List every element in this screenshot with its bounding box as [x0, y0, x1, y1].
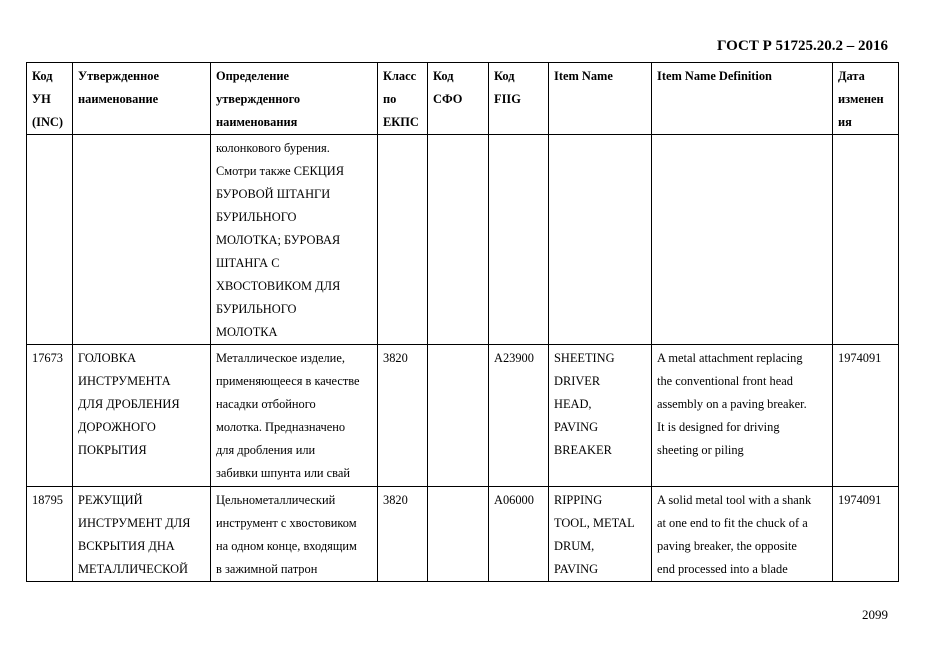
cell-item-name-definition	[652, 135, 833, 345]
document-standard-number: ГОСТ Р 51725.20.2 – 2016	[716, 38, 888, 54]
cell-item-name: SHEETING DRIVER HEAD, PAVING BREAKER	[549, 345, 652, 487]
header-sfo-code: Код СФО	[428, 63, 489, 135]
cell-item-name: RIPPING TOOL, METAL DRUM, PAVING	[549, 487, 652, 582]
cell-sfo-code	[428, 135, 489, 345]
cell-approved-name: РЕЖУЩИЙ ИНСТРУМЕНТ ДЛЯ ВСКРЫТИЯ ДНА МЕТАЛЛИЧЕСКОЙ	[73, 487, 211, 582]
table-row	[27, 345, 899, 487]
header-fiig-code: Код FIIG	[489, 63, 549, 135]
cell-item-name	[549, 135, 652, 345]
header-ekps-class: Класс по ЕКПС	[378, 63, 428, 135]
cell-fiig-code: A06000	[489, 487, 549, 582]
cell-ekps-class: 3820	[378, 345, 428, 487]
catalog-table	[26, 62, 899, 582]
header-approved-name: Утвержденное наименование	[73, 63, 211, 135]
header-item-name: Item Name	[549, 63, 652, 135]
cell-change-date: 1974091	[833, 487, 899, 582]
cell-sfo-code	[428, 487, 489, 582]
header-item-name-definition: Item Name Definition	[652, 63, 833, 135]
cell-ekps-class	[378, 135, 428, 345]
cell-change-date	[833, 135, 899, 345]
table-header-row	[27, 63, 899, 135]
cell-inc-code: 17673	[27, 345, 73, 487]
cell-fiig-code	[489, 135, 549, 345]
cell-inc-code	[27, 135, 73, 345]
cell-approved-name	[73, 135, 211, 345]
header-inc-code: Код УН (INC)	[27, 63, 73, 135]
cell-approved-name: ГОЛОВКА ИНСТРУМЕНТА ДЛЯ ДРОБЛЕНИЯ ДОРОЖНОГО ПОКРЫТИЯ	[73, 345, 211, 487]
cell-ekps-class: 3820	[378, 487, 428, 582]
page-number: 2099	[862, 607, 888, 622]
table-row	[27, 135, 899, 345]
cell-item-name-definition: A metal attachment replacing the conventional front head assembly on a paving breaker. It is designed for driving sheeting or piling	[652, 345, 833, 487]
cell-definition: колонкового бурения. Смотри также СЕКЦИЯ БУРОВОЙ ШТАНГИ БУРИЛЬНОГО МОЛОТКА; БУРОВАЯ ШТАНГА С ХВОСТОВИКОМ ДЛЯ БУРИЛЬНОГО МОЛОТКА	[211, 135, 378, 345]
cell-definition: Металлическое изделие, применяющееся в качестве насадки отбойного молотка. Предназначено для дробления или забивки шпунта или свай	[211, 345, 378, 487]
cell-change-date: 1974091	[833, 345, 899, 487]
cell-sfo-code	[428, 345, 489, 487]
cell-fiig-code: A23900	[489, 345, 549, 487]
cell-inc-code: 18795	[27, 487, 73, 582]
header-change-date: Дата изменен ия	[833, 63, 899, 135]
table-row	[27, 487, 899, 582]
header-definition: Определение утвержденного наименования	[211, 63, 378, 135]
cell-item-name-definition: A solid metal tool with a shank at one end to fit the chuck of a paving breaker, the opposite end processed into a blade	[652, 487, 833, 582]
cell-definition: Цельнометаллический инструмент с хвостовиком на одном конце, входящим в зажимной патрон	[211, 487, 378, 582]
